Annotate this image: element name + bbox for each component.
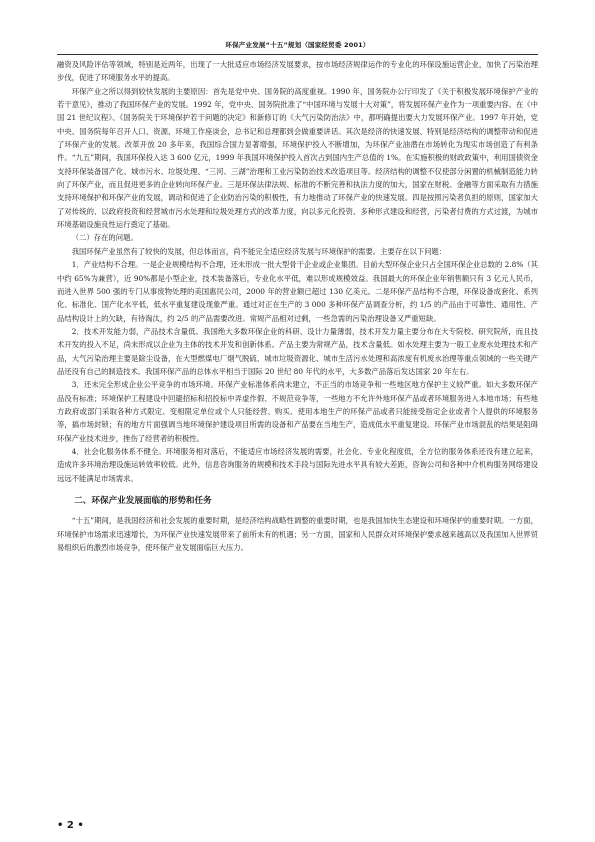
- subsection-heading: （二）存在的问题。: [71, 233, 138, 243]
- paragraph: 4．社会化服务体系不健全。环境服务相对落后，不能适应市场经济发展的需要，社会化、专业化程度低，全方位的服务体系还没有建立起来，造成许多环境治理设施运转效率较低。此外，信息咨询服务的规模和技术手段与国际先进水平具有较大差距，咨询公司和各种中介机构服务网络建设远远不能满足市场需求。: [57, 446, 538, 483]
- paragraph: 1．产业结构不合理。一是企业规模结构不合理，还未形成一批大型骨干企业或企业集团。目前大型环保企业只占全国环保企业总数的 2.8%（其中约 65%为兼营），近 90%都是小型企业，技术装备落后，专业化水平低，难以形成规模效益。我国最大的环保企业年销售额只有 3 亿元人民币，而进入世界 500 强的专门从事废物处理的美国惠民公司，2000 年的营业额已超过 130 亿美元。二是环保产品结构不合理，环保设备成套化、系列化、标准化、国产化水平低，低水平重复建设现象严重。通过对正在生产的 3 000 多种环保产品调查分析，约 1/5 的产品由于可靠性、通用性、产品结构设计上的欠缺，有待淘汰，约 2/5 的产品需要改进。常规产品相对过剩，一些急需的污染治理设备又严重短缺。: [57, 260, 538, 323]
- paragraph: “十五”期间，是我国经济和社会发展的重要时期，是经济结构战略性调整的重要时期，也是我国加快生态建设和环境保护的重要时期。一方面，环境保护市场需求迅速增长，为环保产业快速发展带来了前所未有的机遇；另一方面，国家和人民群众对环境保护要求越来越高以及我国加入世界贸易组织后的激烈市场竞争，使环保产业发展面临巨大压力。: [57, 516, 538, 553]
- paragraph: 融资及风险评估等领域，特别是近两年，出现了一大批适应市场经济发展要求，按市场经济规律运作的专业化的环保设施运营企业，加快了污染治理步伐，促进了环境服务水平的提高。: [57, 60, 538, 83]
- running-header: 环保产业发展“十五”规划（国家经贸委 2001）: [225, 41, 370, 49]
- paragraph: 3．还未完全形成企业公平竞争的市场环境。环保产业标准体系尚未建立，不正当的市场竞争和一些地区地方保护主义较严重。如大多数环保产品没有标准；环境保护工程建设中回避招标和招投标中弄虚作假、不规范竞争等，一些地方不允许外地环保产品或者环境服务进入本地市场；有些地方政府或部门采取各种方式限定、变相限定单位或个人只能经营、购买、使用本地生产的环保产品或者只能接受指定企业或者个人提供的环境服务等，搞市场封锁；有的地方片面强调当地环境保护建设项目所需的设备和产品要在当地生产，造成低水平重复建设。环保产业市场混乱的结果是阻碍环保产业技术进步，挫伤了经营者的积极性。: [57, 380, 538, 443]
- section-heading: 二、环保产业发展面临的形势和任务: [74, 496, 212, 506]
- page-body: [57, 58, 538, 554]
- header-divider: [57, 54, 538, 55]
- page-number: • 2 •: [57, 820, 84, 831]
- paragraph: 环保产业之所以得到较快发展的主要原因：首先是党中央、国务院的高度重视。1990 年，国务院办公厅印发了《关于积极发展环境保护产业的若干意见》，推动了我国环保产业的发展。1992 年，党中央、国务院批准了“中国环境与发展十大对策”，将发展环保产业作为一项重要内容。在《中国 21 世纪议程》、《国务院关于环境保护若干问题的决定》和新修订的《大气污染防治法》中，都明确提出要大力发展环保产业。1997 年开始，党中央、国务院每年召开人口、资源、环境工作座谈会，总书记和总理都到会做重要讲话。其次是经济的快速发展、特别是经济结构的调整带动和促进了环保产业的发展。改革开放 20 多年来，我国综合国力显著增强，环境保护投入不断增加，为环保产业油潜在市场转化为现实市场创造了有利条件。“九五”期间，我国环保投入达 3 600 亿元，1999 年我国环境保护投入首次占到国内生产总值的 1%。在实施积极的财政政策中，利用国债资金支持环保装备国产化、城市污水、垃圾处理、“三河、三湖”治理和工业污染防治技术改造项目等。经济结构的调整不仅使部分闲置的机械制造能力转向了环保产业，而且促进更多的企业转向环保产业。三是环保法律法规、标准的不断完善和执法力度的加大，国家在财税、金融等方面采取有力措施支持环境保护和环保产业的发展，调动和促进了企业防治污染的积极性，有力地推动了环保产业的快速发展。四是按照污染者负担的原则，国家加大了对传统的、以政府投资和经营城市污水处理和垃圾处理方式的改革力度，向以多元化投资、多种形式建设和经营，污染者付费的方式过渡，为城市环境基础设施良性运行奠定了基础。: [57, 86, 538, 230]
- paragraph: 我国环保产业虽然有了较快的发展，但总体而言，尚不能完全适应经济发展与环境保护的需要。主要存在以下问题：: [71, 246, 447, 256]
- paragraph: 2．技术开发能力弱，产品技术含量低。我国绝大多数环保企业的科研、设计力量薄弱，技术开发力量主要分布在大专院校、研究院所，而且技术开发的投入不足，尚未形成以企业为主体的技术开发和创新体系。产品主要为常规产品，技术含量低。如水处理主要为一般工业废水处理技术和产品，大气污染治理主要是除尘设备，在大型燃煤电厂烟气脱硫、城市垃圾资源化、城市生活污水处理和高浓度有机废水治理等重点领域的一些关键产品还没有自己的制造技术。我国环保产品的总体水平相当于国际 20 世纪 80 年代的水平，大多数产品落后发达国家 20 年左右。: [57, 326, 538, 376]
